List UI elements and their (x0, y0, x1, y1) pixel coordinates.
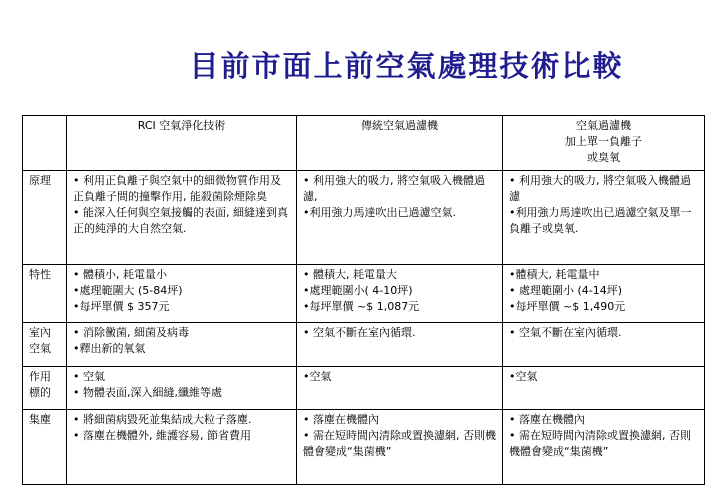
cell-text: •體積大, 耗電量中 (509, 268, 600, 281)
cell-text: • 落塵在機體內 (303, 413, 379, 426)
row-label-text: 室內 (29, 326, 51, 339)
table-row (23, 265, 705, 323)
cell-traditional (297, 323, 503, 367)
header-ion-line3: 或臭氧 (587, 151, 620, 164)
table-row (23, 171, 705, 265)
cell-text: •處理範圍小( 4-10坪) (303, 284, 413, 297)
header-rci (67, 116, 297, 171)
cell-ion (503, 171, 705, 265)
cell-traditional (297, 367, 503, 410)
cell-text: • 將細菌病毀死並集結成大粒子落塵. (73, 413, 252, 426)
cell-rci (67, 367, 297, 410)
page-title: 目前市面上前空氣處理技術比較 (189, 49, 624, 83)
row-label (23, 367, 67, 410)
header-ion-line1: 空氣過濾機 (576, 119, 631, 132)
cell-text: • 能深入任何與空氣接觸的表面, 細縫達到真正的純淨的大自然空氣. (73, 206, 288, 235)
header-row (23, 116, 705, 171)
cell-traditional (297, 171, 503, 265)
cell-text: • 物體表面,深入細縫,纖維等處 (73, 386, 222, 399)
cell-ion (503, 410, 705, 485)
cell-ion (503, 265, 705, 323)
cell-text: • 體積小, 耗電量小 (73, 268, 167, 281)
cell-text: • 利用強大的吸力, 將空氣吸入機體過濾, (303, 174, 485, 203)
cell-ion (503, 323, 705, 367)
row-label-text: 作用 (29, 370, 51, 383)
cell-text: •每坪單價 $ 357元 (73, 300, 170, 313)
header-rci-label: RCI 空氣淨化技術 (137, 119, 226, 132)
cell-traditional (297, 265, 503, 323)
header-empty (23, 116, 67, 171)
cell-text: •空氣 (303, 370, 332, 383)
table-row (23, 410, 705, 485)
row-label-text: 空氣 (29, 342, 51, 355)
cell-text: •每坪單價 ~$ 1,087元 (303, 300, 420, 313)
cell-traditional (297, 410, 503, 485)
cell-text: • 空氣不斷在室內循環. (509, 326, 622, 339)
row-label-text: 原理 (29, 174, 51, 187)
row-label (23, 171, 67, 265)
header-traditional (297, 116, 503, 171)
cell-text: • 落塵在機體外, 維護容易, 節省費用 (73, 429, 251, 442)
row-label (23, 323, 67, 367)
cell-rci (67, 410, 297, 485)
row-label-text: 集塵 (29, 413, 51, 426)
cell-text: • 需在短時間內清除或置換濾網, 否則機體會變成“集菌機” (303, 429, 496, 458)
cell-text: •利用強力馬達吹出已過濾空氣. (303, 206, 456, 219)
header-traditional-label: 傳統空氣過濾機 (361, 119, 438, 132)
cell-text: • 體積大, 耗電量大 (303, 268, 397, 281)
cell-text: • 落塵在機體內 (509, 413, 585, 426)
cell-text: • 空氣 (73, 370, 105, 383)
header-ion-ozone (503, 116, 705, 171)
cell-text: • 消除黴菌, 細菌及病毒 (73, 326, 189, 339)
cell-rci (67, 323, 297, 367)
cell-text: •每坪單價 ~$ 1,490元 (509, 300, 626, 313)
row-label-text: 標的 (29, 386, 51, 399)
cell-text: • 空氣不斷在室內循環. (303, 326, 416, 339)
cell-text: •空氣 (509, 370, 538, 383)
row-label (23, 265, 67, 323)
row-label (23, 410, 67, 485)
cell-text: • 處理範圍小 (4-14坪) (509, 284, 623, 297)
comparison-table (22, 115, 705, 485)
header-ion-line2: 加上單一負離子 (565, 135, 642, 148)
cell-text: • 利用強大的吸力, 將空氣吸入機體過濾 (509, 174, 691, 203)
cell-text: •處理範圍大 (5-84坪) (73, 284, 183, 297)
cell-rci (67, 171, 297, 265)
cell-rci (67, 265, 297, 323)
cell-text: • 利用正負離子與空氣中的細微物質作用及正負離子間的撞擊作用, 能殺菌除煙除臭 (73, 174, 281, 203)
table-row (23, 323, 705, 367)
table-row (23, 367, 705, 410)
cell-text: •利用強力馬達吹出已過濾空氣及單一負離子或臭氧. (509, 206, 692, 235)
cell-text: •釋出新的氧氣 (73, 342, 146, 355)
row-label-text: 特性 (29, 268, 51, 281)
cell-ion (503, 367, 705, 410)
cell-text: • 需在短時間內清除或置換濾網, 否則機體會變成“集菌機” (509, 429, 691, 458)
